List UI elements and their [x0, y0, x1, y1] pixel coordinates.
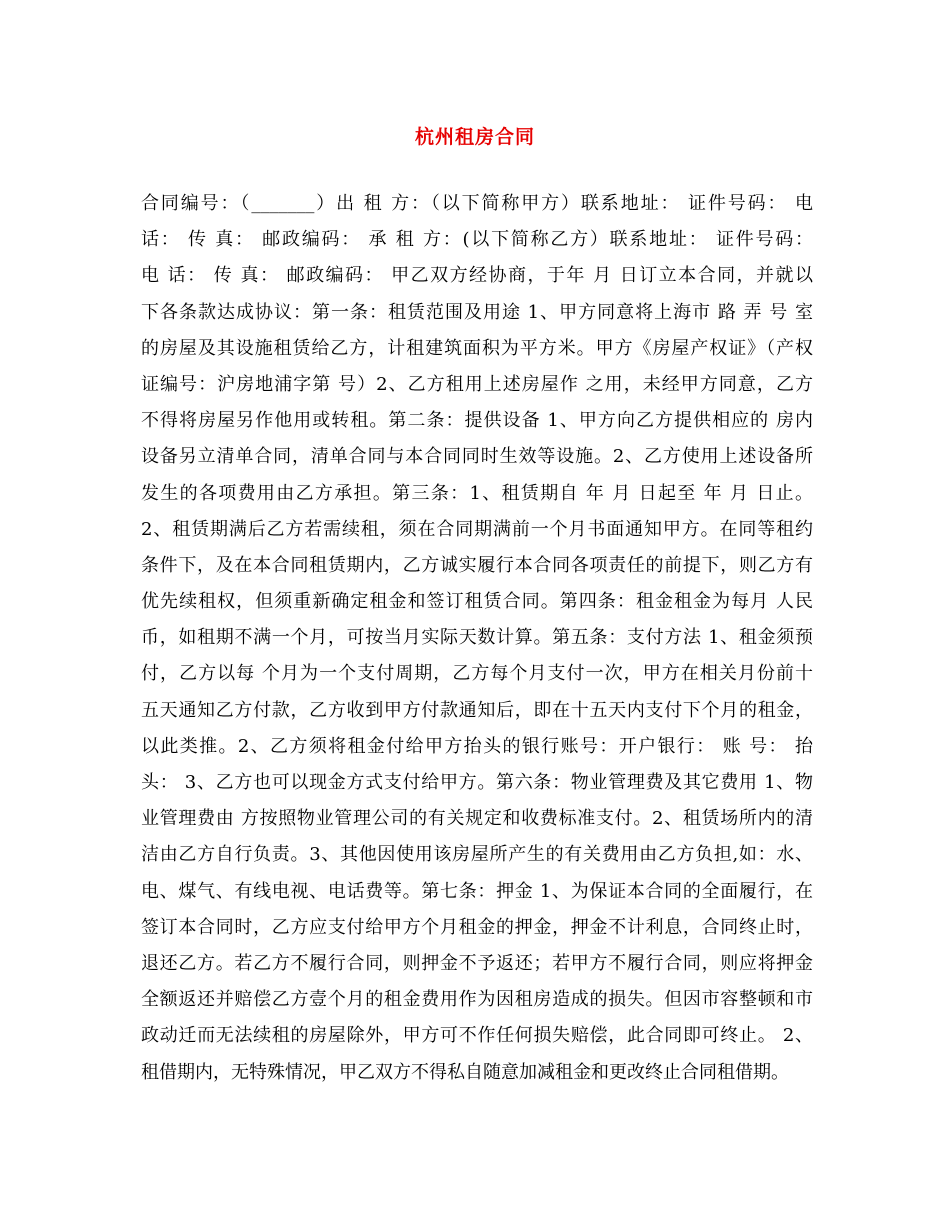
body-line: 2、租赁期满后乙方若需续租，须在合同期满前一个月书面通知甲方。在同等租约 — [141, 518, 813, 540]
body-line: 付，乙方以每 个月为一个支付周期，乙方每个月支付一次，甲方在相关月份前十 — [141, 663, 813, 685]
body-line: 的房屋及其设施租赁给乙方，计租建筑面积为平方米。甲方《房屋产权证》（产权 — [141, 337, 813, 359]
body-line: 下各条款达成协议：第一条：租赁范围及用途 1、甲方同意将上海市 路 弄 号 室 — [141, 301, 813, 323]
body-line: 电 话： 传 真： 邮政编码： 甲乙双方经协商，于年 月 日订立本合同，并就以 — [141, 265, 813, 287]
body-line: 以此类推。2、乙方须将租金付给甲方抬头的银行账号：开户银行： 账 号： 抬 — [141, 735, 813, 757]
body-line: 币，如租期不满一个月，可按当月实际天数计算。第五条：支付方法 1、租金须预 — [141, 627, 813, 649]
body-line: 话： 传 真： 邮政编码： 承 租 方：(以下简称乙方）联系地址： 证件号码： — [141, 229, 813, 251]
body-line: 合同编号：（_______）出 租 方：（以下简称甲方）联系地址： 证件号码： 电 — [141, 193, 813, 214]
body-line: 业管理费由 方按照物业管理公司的有关规定和收费标准支付。2、租赁场所内的清 — [141, 808, 813, 830]
body-line: 不得将房屋另作他用或转租。第二条：提供设备 1、甲方向乙方提供相应的 房内 — [141, 410, 813, 432]
body-line: 电、煤气、有线电视、电话费等。第七条：押金 1、为保证本合同的全面履行，在 — [141, 880, 813, 902]
body-line: 设备另立清单合同，清单合同与本合同同时生效等设施。2、乙方使用上述设备所 — [141, 446, 813, 468]
body-line: 五天通知乙方付款，乙方收到甲方付款通知后，即在十五天内支付下个月的租金， — [141, 699, 813, 721]
body-line: 优先续租权，但须重新确定租金和签订租赁合同。第四条：租金租金为每月 人民 — [141, 591, 813, 613]
body-line: 发生的各项费用由乙方承担。第三条：1、租赁期自 年 月 日起至 年 月 日止。 — [141, 482, 813, 504]
body-line: 洁由乙方自行负责。3、其他因使用该房屋所产生的有关费用由乙方负担,如：水、 — [141, 844, 813, 866]
body-line: 全额返还并赔偿乙方壹个月的租金费用作为因租房造成的损失。但因市容整顿和市 — [141, 989, 813, 1011]
body-line: 租借期内，无特殊情况，甲乙双方不得私自随意加减租金和更改终止合同租借期。 — [141, 1061, 789, 1083]
body-line: 签订本合同时，乙方应支付给甲方个月租金的押金，押金不计利息，合同终止时， — [141, 916, 813, 938]
document-title: 杭州租房合同 — [414, 126, 535, 148]
body-line: 政动迁而无法续租的房屋除外，甲方可不作任何损失赔偿，此合同即可终止。 2、 — [141, 1025, 813, 1047]
body-line: 头： 3、乙方也可以现金方式支付给甲方。第六条：物业管理费及其它费用 1、物 — [141, 772, 813, 793]
body-line: 条件下，及在本合同租赁期内，乙方诚实履行本合同各项责任的前提下，则乙方有 — [141, 554, 813, 576]
body-line: 退还乙方。若乙方不履行合同，则押金不予返还；若甲方不履行合同，则应将押金 — [141, 952, 813, 974]
document-body — [141, 186, 813, 1091]
body-line: 证编号：沪房地浦字第 号）2、乙方租用上述房屋作 之用，未经甲方同意，乙方 — [141, 373, 813, 395]
